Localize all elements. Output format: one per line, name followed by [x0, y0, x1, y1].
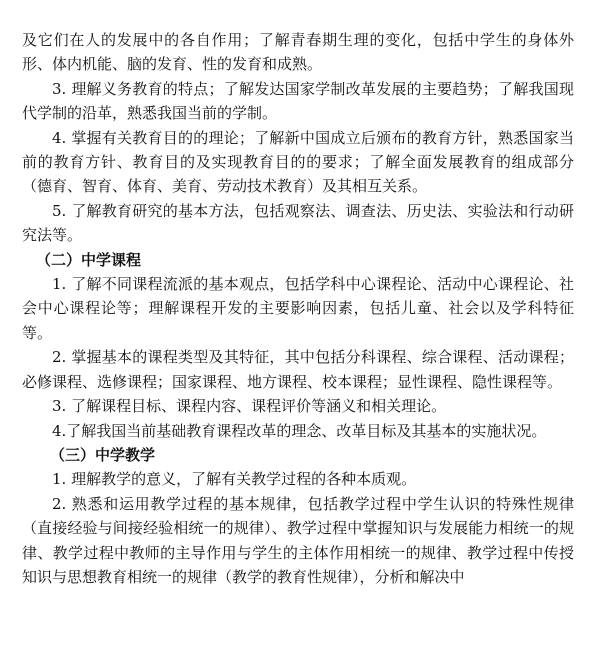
paragraph-teaching-1: 1. 理解教学的意义，了解有关教学过程的各种本质观。 — [52, 470, 417, 489]
section-heading-teaching: （三）中学教学 — [50, 445, 156, 464]
section-heading-curriculum: （二）中学课程 — [36, 250, 142, 269]
paragraph-curriculum-1: 1. 了解不同课程流派的基本观点，包括学科中心课程论、活动中心课程论、社会中心课程论等；理解课程开发的主要影响因素，包括儿童、社会以及学科特征等。 — [22, 275, 574, 342]
paragraph-continuation: 及它们在人的发展中的各自作用；了解青春期生理的变化，包括中学生的身体外形、体内机能、脑的发育、性的发育和成熟。 — [22, 31, 574, 74]
paragraph-item-4: 4. 掌握有关教育目的的理论；了解新中国成立后颁布的教育方针，熟悉国家当前的教育方针、教育目的及实现教育目的的要求；了解全面发展教育的组成部分（德育、智育、体育、美育、劳动技术教育）及其相互关系。 — [22, 128, 574, 196]
paragraph-curriculum-4: 4.了解我国当前基础教育课程改革的理念、改革目标及其基本的实施状况。 — [52, 421, 547, 440]
paragraph-curriculum-2: 2. 掌握基本的课程类型及其特征，其中包括分科课程、综合课程、活动课程；必修课程、选修课程；国家课程、地方课程、校本课程；显性课程、隐性课程等。 — [22, 348, 574, 391]
paragraph-item-3: 3. 理解义务教育的特点；了解发达国家学制改革发展的主要趋势；了解我国现代学制的沿革，熟悉我国当前的学制。 — [22, 79, 574, 123]
paragraph-curriculum-3: 3. 了解课程目标、课程内容、课程评价等涵义和相关理论。 — [52, 397, 447, 416]
paragraph-item-5: 5. 了解教育研究的基本方法，包括观察法、调查法、历史法、实验法和行动研究法等。 — [22, 201, 574, 245]
paragraph-teaching-2: 2. 熟悉和运用教学过程的基本规律，包括教学过程中学生认识的特殊性规律（直接经验与间接经验相统一的规律）、教学过程中掌握知识与发展能力相统一的规律、教学过程中教师的主导作用与学生的主体作用相统一的规律、教学过程中传授知识与思想教育相统一的规律（教学的教育性规律），分析和解决中 — [22, 494, 574, 586]
